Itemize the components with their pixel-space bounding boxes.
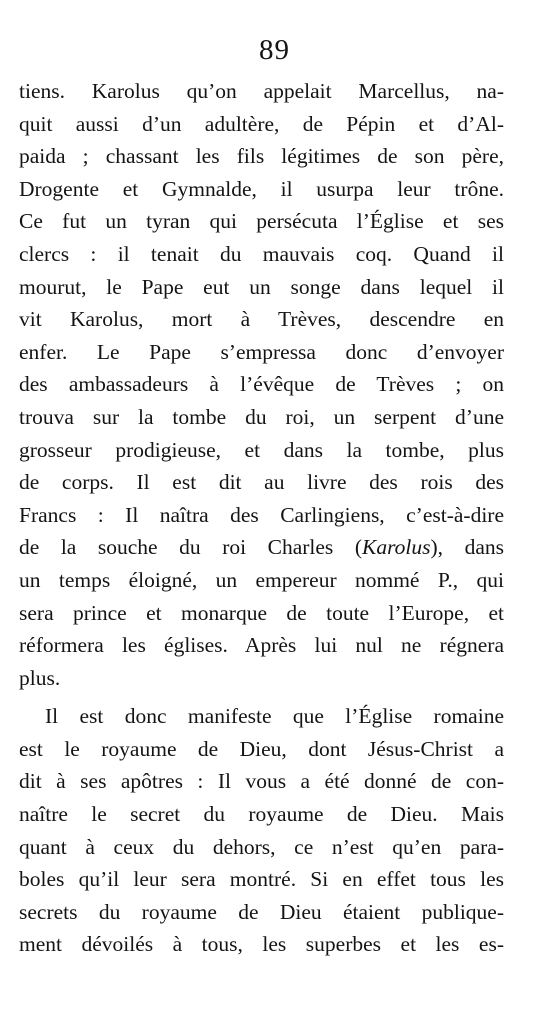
text-line: grosseur prodigieuse, et dans la tombe, plus xyxy=(19,437,504,462)
text-line: quant à ceux du dehors, ce n’est qu’en para- xyxy=(19,834,504,859)
text-line: tiens. Karolus qu’on appelait Marcellus, na- xyxy=(19,79,504,103)
text-line: des ambassadeurs à l’évêque de Trèves ; on xyxy=(19,372,504,397)
text-line: clercs : il tenait du mauvais coq. Quand il xyxy=(19,241,504,266)
text-line: secrets du royaume de Dieu étaient publique- xyxy=(19,899,504,924)
text-line: sera prince et monarque de toute l’Europe, et xyxy=(19,600,504,625)
text-line: boles qu’il leur sera montré. Si en effet tous les xyxy=(19,867,504,892)
text-line: naître le secret du royaume de Dieu. Mais xyxy=(19,802,504,827)
text-line: ment dévoilés à tous, les superbes et les es- xyxy=(19,932,504,957)
text-segment: de la souche du roi Charles ( xyxy=(19,535,362,560)
text-line: réformera les églises. Après lui nul ne régnera xyxy=(19,633,504,658)
text-line: plus. xyxy=(19,665,61,690)
text-line: trouva sur la tombe du roi, un serpent d’une xyxy=(19,404,504,429)
text-line: mourut, le Pape eut un songe dans lequel il xyxy=(19,274,504,299)
body-text xyxy=(19,75,504,961)
text-line: Drogente et Gymnalde, il usurpa leur trône. xyxy=(19,176,504,201)
text-line: Il est donc manifeste que l’Église romaine xyxy=(45,704,504,729)
page-number: 89 xyxy=(259,34,290,66)
italic-term: Karolus xyxy=(362,535,431,560)
text-line: enfer. Le Pape s’empressa donc d’envoyer xyxy=(19,339,504,364)
text-segment: ), dans xyxy=(430,535,504,560)
text-line: quit aussi d’un adultère, de Pépin et d’Al- xyxy=(19,111,504,136)
text-line: dit à ses apôtres : Il vous a été donné de con- xyxy=(19,769,504,794)
text-line: paida ; chassant les fils légitimes de son père, xyxy=(19,144,504,169)
text-line: vit Karolus, mort à Trèves, descendre en xyxy=(19,307,504,332)
text-line: Ce fut un tyran qui persécuta l’Église et ses xyxy=(19,209,504,234)
text-line-with-italic xyxy=(19,531,504,564)
text-line: un temps éloigné, un empereur nommé P., qui xyxy=(19,567,504,592)
text-line: Francs : Il naîtra des Carlingiens, c’est-à-dire xyxy=(19,502,504,527)
text-line: de corps. Il est dit au livre des rois des xyxy=(19,470,504,495)
text-line: est le royaume de Dieu, dont Jésus-Christ a xyxy=(19,736,504,761)
